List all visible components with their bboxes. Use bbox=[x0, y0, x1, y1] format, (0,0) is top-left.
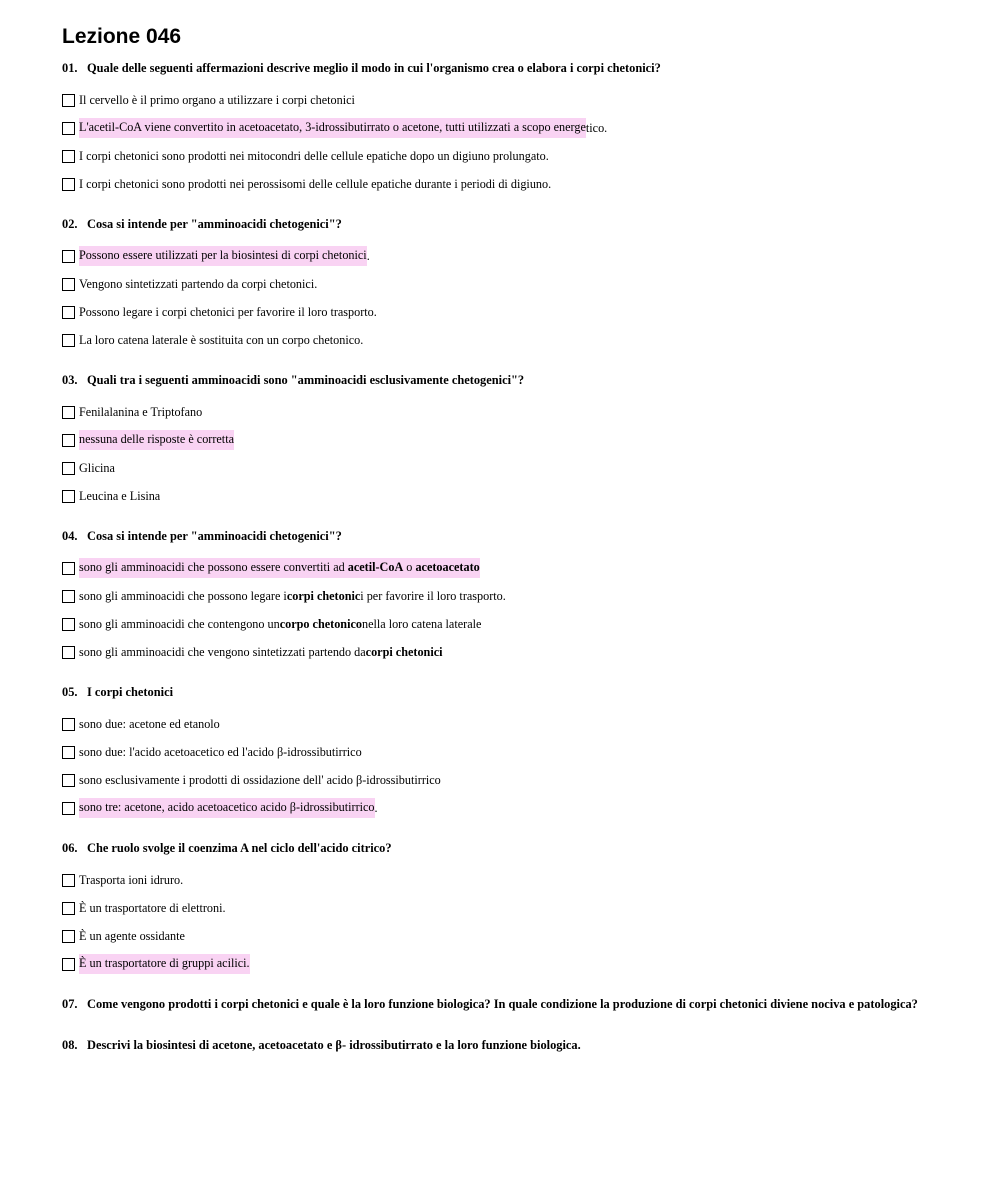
option-text: sono esclusivamente i prodotti di ossidazione dell' acido β-idrossibutirrico bbox=[79, 772, 441, 787]
question-heading bbox=[62, 996, 962, 1013]
highlighted-answer: Possono essere utilizzati per la biosintesi di corpi chetonici bbox=[79, 246, 367, 266]
question-03 bbox=[62, 372, 962, 510]
answer-checkbox[interactable] bbox=[62, 590, 75, 603]
highlighted-answer: È un trasportatore di gruppi acilici. bbox=[79, 954, 250, 974]
answer-checkbox[interactable] bbox=[62, 718, 75, 731]
bold-term: acetil-CoA bbox=[347, 560, 404, 574]
option-text: I corpi chetonici sono prodotti nei mitocondri delle cellule epatiche dopo un digiuno prolungato. bbox=[79, 148, 549, 163]
question-text: I corpi chetonici bbox=[87, 685, 174, 699]
answer-checkbox[interactable] bbox=[62, 746, 75, 759]
question-08 bbox=[62, 1037, 962, 1054]
answer-checkbox[interactable] bbox=[62, 94, 75, 107]
answer-option[interactable] bbox=[62, 86, 962, 114]
option-text: Vengono sintetizzati partendo da corpi chetonici. bbox=[79, 276, 318, 291]
option-text: o bbox=[403, 560, 416, 574]
question-heading bbox=[62, 840, 962, 857]
answer-checkbox[interactable] bbox=[62, 178, 75, 191]
answer-checkbox[interactable] bbox=[62, 434, 75, 447]
option-text: È un trasportatore di elettroni. bbox=[79, 900, 226, 915]
answer-checkbox[interactable] bbox=[62, 306, 75, 319]
question-number: 03. bbox=[62, 373, 78, 387]
answer-option[interactable] bbox=[62, 326, 962, 354]
page-title: Lezione 046 bbox=[62, 25, 182, 48]
option-text: sono gli amminoacidi che contengono un bbox=[79, 616, 280, 631]
question-02 bbox=[62, 216, 962, 354]
option-text: È un agente ossidante bbox=[79, 928, 185, 943]
option-text: tico. bbox=[585, 120, 608, 135]
answer-checkbox[interactable] bbox=[62, 874, 75, 887]
question-05 bbox=[62, 684, 962, 822]
question-text: Come vengono prodotti i corpi chetonici e quale è la loro funzione biologica? In quale condizione la produzione di corpi chetonici diviene nociva e patologica? bbox=[87, 997, 918, 1011]
answer-option[interactable] bbox=[62, 638, 962, 666]
answer-option[interactable] bbox=[62, 894, 962, 922]
question-04 bbox=[62, 528, 962, 666]
option-text: i per favorire il loro trasporto. bbox=[360, 588, 506, 603]
answer-checkbox[interactable] bbox=[62, 334, 75, 347]
question-heading bbox=[62, 216, 962, 233]
option-text: sono gli amminoacidi che possono legare i bbox=[79, 588, 287, 603]
answer-option[interactable] bbox=[62, 610, 962, 638]
option-text: sono gli amminoacidi che possono essere convertiti ad bbox=[79, 560, 348, 574]
answer-checkbox[interactable] bbox=[62, 930, 75, 943]
option-text: Fenilalanina e Triptofano bbox=[79, 404, 203, 419]
highlighted-answer: nessuna delle risposte è corretta bbox=[79, 430, 234, 450]
answer-checkbox[interactable] bbox=[62, 646, 75, 659]
answer-option[interactable] bbox=[62, 482, 962, 510]
option-text: sono due: l'acido acetoacetico ed l'acido β-idrossibutirrico bbox=[79, 744, 362, 759]
answer-option-highlighted[interactable] bbox=[62, 426, 962, 454]
option-text: Trasporta ioni idruro. bbox=[79, 872, 184, 887]
option-text: nella loro catena laterale bbox=[361, 616, 482, 631]
question-heading bbox=[62, 60, 962, 77]
bold-term: corpi chetonici bbox=[365, 644, 443, 659]
answer-option[interactable] bbox=[62, 922, 962, 950]
question-text: Cosa si intende per "amminoacidi chetogenici"? bbox=[87, 529, 342, 543]
answer-option[interactable] bbox=[62, 298, 962, 326]
option-text: sono due: acetone ed etanolo bbox=[79, 716, 220, 731]
question-text: Quali tra i seguenti amminoacidi sono "amminoacidi esclusivamente chetogenici"? bbox=[87, 373, 525, 387]
question-number: 04. bbox=[62, 529, 78, 543]
answer-checkbox[interactable] bbox=[62, 802, 75, 815]
question-text: Che ruolo svolge il coenzima A nel ciclo dell'acido citrico? bbox=[87, 841, 392, 855]
answer-option-highlighted[interactable] bbox=[62, 794, 962, 822]
question-number: 05. bbox=[62, 685, 78, 699]
question-text: Cosa si intende per "amminoacidi chetogenici"? bbox=[87, 217, 342, 231]
answer-checkbox[interactable] bbox=[62, 490, 75, 503]
question-text: Descrivi la biosintesi di acetone, acetoacetato e β- idrossibutirrato e la loro funzione biologica. bbox=[87, 1038, 581, 1052]
answer-option[interactable] bbox=[62, 142, 962, 170]
answer-option[interactable] bbox=[62, 710, 962, 738]
question-number: 02. bbox=[62, 217, 78, 231]
answer-checkbox[interactable] bbox=[62, 250, 75, 263]
answer-checkbox[interactable] bbox=[62, 278, 75, 291]
question-heading bbox=[62, 372, 962, 389]
answer-option[interactable] bbox=[62, 866, 962, 894]
answer-option-highlighted[interactable] bbox=[62, 114, 962, 142]
question-06 bbox=[62, 840, 962, 978]
question-01 bbox=[62, 60, 962, 198]
question-number: 08. bbox=[62, 1038, 78, 1052]
answer-option[interactable] bbox=[62, 398, 962, 426]
highlighted-answer: sono tre: acetone, acido acetoacetico acido β-idrossibutirrico bbox=[79, 798, 375, 818]
option-text: Glicina bbox=[79, 460, 115, 475]
option-text: . bbox=[374, 800, 378, 815]
answer-checkbox[interactable] bbox=[62, 462, 75, 475]
answer-checkbox[interactable] bbox=[62, 150, 75, 163]
answer-option[interactable] bbox=[62, 454, 962, 482]
option-text: Leucina e Lisina bbox=[79, 488, 161, 503]
question-text: Quale delle seguenti affermazioni descrive meglio il modo in cui l'organismo crea o elabora i corpi chetonici? bbox=[87, 61, 661, 75]
option-text: sono gli amminoacidi che vengono sintetizzati partendo da bbox=[79, 644, 366, 659]
highlighted-answer bbox=[79, 558, 480, 578]
question-number: 01. bbox=[62, 61, 78, 75]
answer-option[interactable] bbox=[62, 170, 962, 198]
answer-option-highlighted[interactable] bbox=[62, 554, 962, 582]
answer-option[interactable] bbox=[62, 582, 962, 610]
answer-option[interactable] bbox=[62, 270, 962, 298]
answer-option[interactable] bbox=[62, 766, 962, 794]
answer-option[interactable] bbox=[62, 738, 962, 766]
answer-checkbox[interactable] bbox=[62, 902, 75, 915]
question-heading bbox=[62, 528, 962, 545]
answer-checkbox[interactable] bbox=[62, 774, 75, 787]
question-number: 06. bbox=[62, 841, 78, 855]
option-text: . bbox=[366, 248, 370, 263]
document-page bbox=[62, 24, 962, 1078]
answer-checkbox[interactable] bbox=[62, 618, 75, 631]
bold-term: acetoacetato bbox=[415, 560, 480, 574]
bold-term: corpi chetonic bbox=[286, 588, 361, 603]
question-heading bbox=[62, 1037, 962, 1054]
question-07 bbox=[62, 996, 962, 1013]
option-text: I corpi chetonici sono prodotti nei perossisomi delle cellule epatiche durante i periodi di digiuno. bbox=[79, 176, 552, 191]
answer-checkbox[interactable] bbox=[62, 122, 75, 135]
question-number: 07. bbox=[62, 997, 78, 1011]
option-text: Il cervello è il primo organo a utilizzare i corpi chetonici bbox=[79, 92, 355, 107]
answer-option-highlighted[interactable] bbox=[62, 950, 962, 978]
option-text: La loro catena laterale è sostituita con un corpo chetonico. bbox=[79, 332, 364, 347]
answer-checkbox[interactable] bbox=[62, 562, 75, 575]
bold-term: corpo chetonico bbox=[279, 616, 362, 631]
answer-option-highlighted[interactable] bbox=[62, 242, 962, 270]
answer-checkbox[interactable] bbox=[62, 406, 75, 419]
answer-checkbox[interactable] bbox=[62, 958, 75, 971]
question-heading bbox=[62, 684, 962, 701]
highlighted-answer: L'acetil-CoA viene convertito in acetoacetato, 3-idrossibutirrato o acetone, tutti utilizzati a scopo energe bbox=[79, 118, 586, 138]
option-text: Possono legare i corpi chetonici per favorire il loro trasporto. bbox=[79, 304, 377, 319]
